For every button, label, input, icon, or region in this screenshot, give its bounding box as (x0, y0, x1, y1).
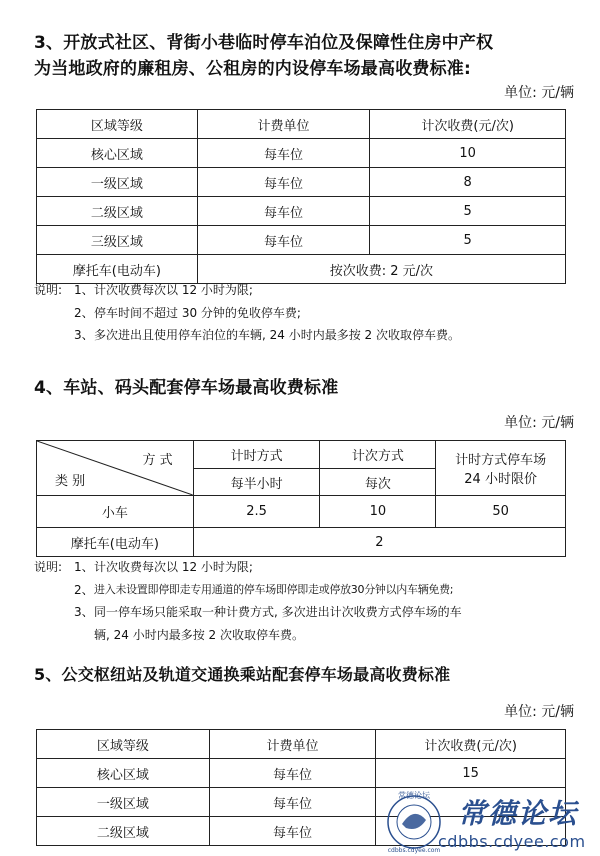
header-timed-sub: 每半小时 (193, 469, 320, 496)
note-num: 1、 (74, 560, 94, 574)
header-daily-cap-line2: 24 小时限价 (464, 472, 537, 487)
note-text: 多次进出且使用停车泊位的车辆, 24 小时内最多按 2 次收取停车费。 (94, 328, 460, 342)
note-num: 3、 (74, 328, 94, 342)
watermark-title: 常德论坛 (458, 797, 579, 830)
header-unit: 计费单位 (197, 110, 370, 139)
note-num: 2、 (74, 305, 94, 320)
note-num: 3、 (74, 605, 94, 619)
notes-lead: 说明: (34, 560, 63, 574)
cell-fee: 15 (376, 759, 566, 788)
header-daily-cap-line1: 计时方式停车场 (455, 453, 547, 468)
note-row (34, 279, 574, 302)
header-area: 区域等级 (37, 730, 210, 759)
section4-table (36, 440, 566, 557)
section3-unit: 单位: 元/辆 (504, 85, 574, 101)
cell-unit: 每车位 (197, 168, 370, 197)
section3-table (36, 109, 566, 284)
table-header-row (37, 110, 566, 139)
cell-moto-label: 摩托车(电动车) (37, 255, 198, 284)
section5-unit: 单位: 元/辆 (504, 704, 574, 720)
note-row (34, 302, 574, 325)
cell-moto-per: 2 (193, 528, 565, 557)
cell-unit: 每车位 (197, 226, 370, 255)
corner-label-method: 方 式 (142, 453, 173, 468)
header-per-visit: 计次方式 (320, 441, 436, 469)
cell-area: 二级区域 (37, 817, 210, 846)
note-row (34, 624, 574, 647)
section4-notes (34, 556, 574, 646)
cell-unit: 每车位 (209, 759, 376, 788)
cell-fee: 8 (370, 168, 566, 197)
watermark (372, 784, 600, 856)
header-corner-cell (37, 441, 194, 496)
section4-title: 4、车站、码头配套停车场最高收费标准 (34, 378, 339, 398)
note-num (74, 624, 94, 647)
cell-unit: 每车位 (197, 139, 370, 168)
notes-lead: 说明: (34, 283, 63, 297)
header-daily-cap (436, 441, 566, 496)
cell-unit: 每车位 (209, 788, 376, 817)
corner-label-category: 类 别 (55, 474, 86, 489)
header-fee: 计次收费(元/次) (376, 730, 566, 759)
cell-area: 一级区域 (37, 788, 210, 817)
table-row (37, 528, 566, 557)
note-row (34, 601, 574, 624)
watermark-url: cdbbs.cdyee.com (438, 832, 586, 851)
section3-title (34, 30, 574, 82)
cell-car-timed: 2.5 (193, 496, 320, 528)
note-row (34, 324, 574, 347)
section3-title-line1: 3、开放式社区、背街小巷临时停车泊位及保障性住房中产权 (34, 33, 494, 53)
section3-notes (34, 279, 574, 347)
table-header-row (37, 730, 566, 759)
header-fee: 计次收费(元/次) (370, 110, 566, 139)
cell-fee: 10 (370, 139, 566, 168)
header-per-visit-sub: 每次 (320, 469, 436, 496)
cell-fee: 5 (370, 197, 566, 226)
note-num: 1、 (74, 283, 94, 297)
cell-moto-fee: 按次收费: 2 元/次 (197, 255, 565, 284)
table-row (37, 197, 566, 226)
table-row (37, 226, 566, 255)
section5-title: 5、公交枢纽站及轨道交通换乘站配套停车场最高收费标准 (34, 665, 451, 684)
table-row (37, 168, 566, 197)
note-row (34, 579, 574, 602)
cell-area: 核心区域 (37, 759, 210, 788)
header-unit: 计费单位 (209, 730, 376, 759)
cell-moto-label: 摩托车(电动车) (37, 528, 194, 557)
logo-url: cdbbs.cdyee.com (387, 847, 441, 854)
note-text: 进入未设置即停即走专用通道的停车场即停即走或停放30分钟以内车辆免费; (94, 582, 454, 596)
table-row (37, 496, 566, 528)
cell-area: 核心区域 (37, 139, 198, 168)
cell-car-label: 小车 (37, 496, 194, 528)
cell-area: 一级区域 (37, 168, 198, 197)
cell-car-cap: 50 (436, 496, 566, 528)
header-area: 区域等级 (37, 110, 198, 139)
table-row (37, 139, 566, 168)
cell-fee: 5 (370, 226, 566, 255)
section4-unit: 单位: 元/辆 (504, 415, 574, 431)
cell-unit: 每车位 (209, 817, 376, 846)
cell-unit: 每车位 (197, 197, 370, 226)
cell-car-per: 10 (320, 496, 436, 528)
header-timed: 计时方式 (193, 441, 320, 469)
note-num: 2、 (74, 582, 94, 597)
cell-area: 二级区域 (37, 197, 198, 226)
cell-area: 三级区域 (37, 226, 198, 255)
logo-text: 常德论坛 (398, 791, 430, 800)
section3-title-line2: 为当地政府的廉租房、公租房的内设停车场最高收费标准: (34, 59, 471, 79)
note-text: 同一停车场只能采取一种计费方式, 多次进出计次收费方式停车场的车 (94, 605, 462, 619)
note-text: 计次收费每次以 12 小时为限; (94, 283, 253, 297)
note-text: 停车时间不超过 30 分钟的免收停车费; (94, 305, 301, 320)
note-text: 辆, 24 小时内最多按 2 次收取停车费。 (94, 627, 304, 642)
note-row (34, 556, 574, 579)
note-text: 计次收费每次以 12 小时为限; (94, 560, 253, 574)
